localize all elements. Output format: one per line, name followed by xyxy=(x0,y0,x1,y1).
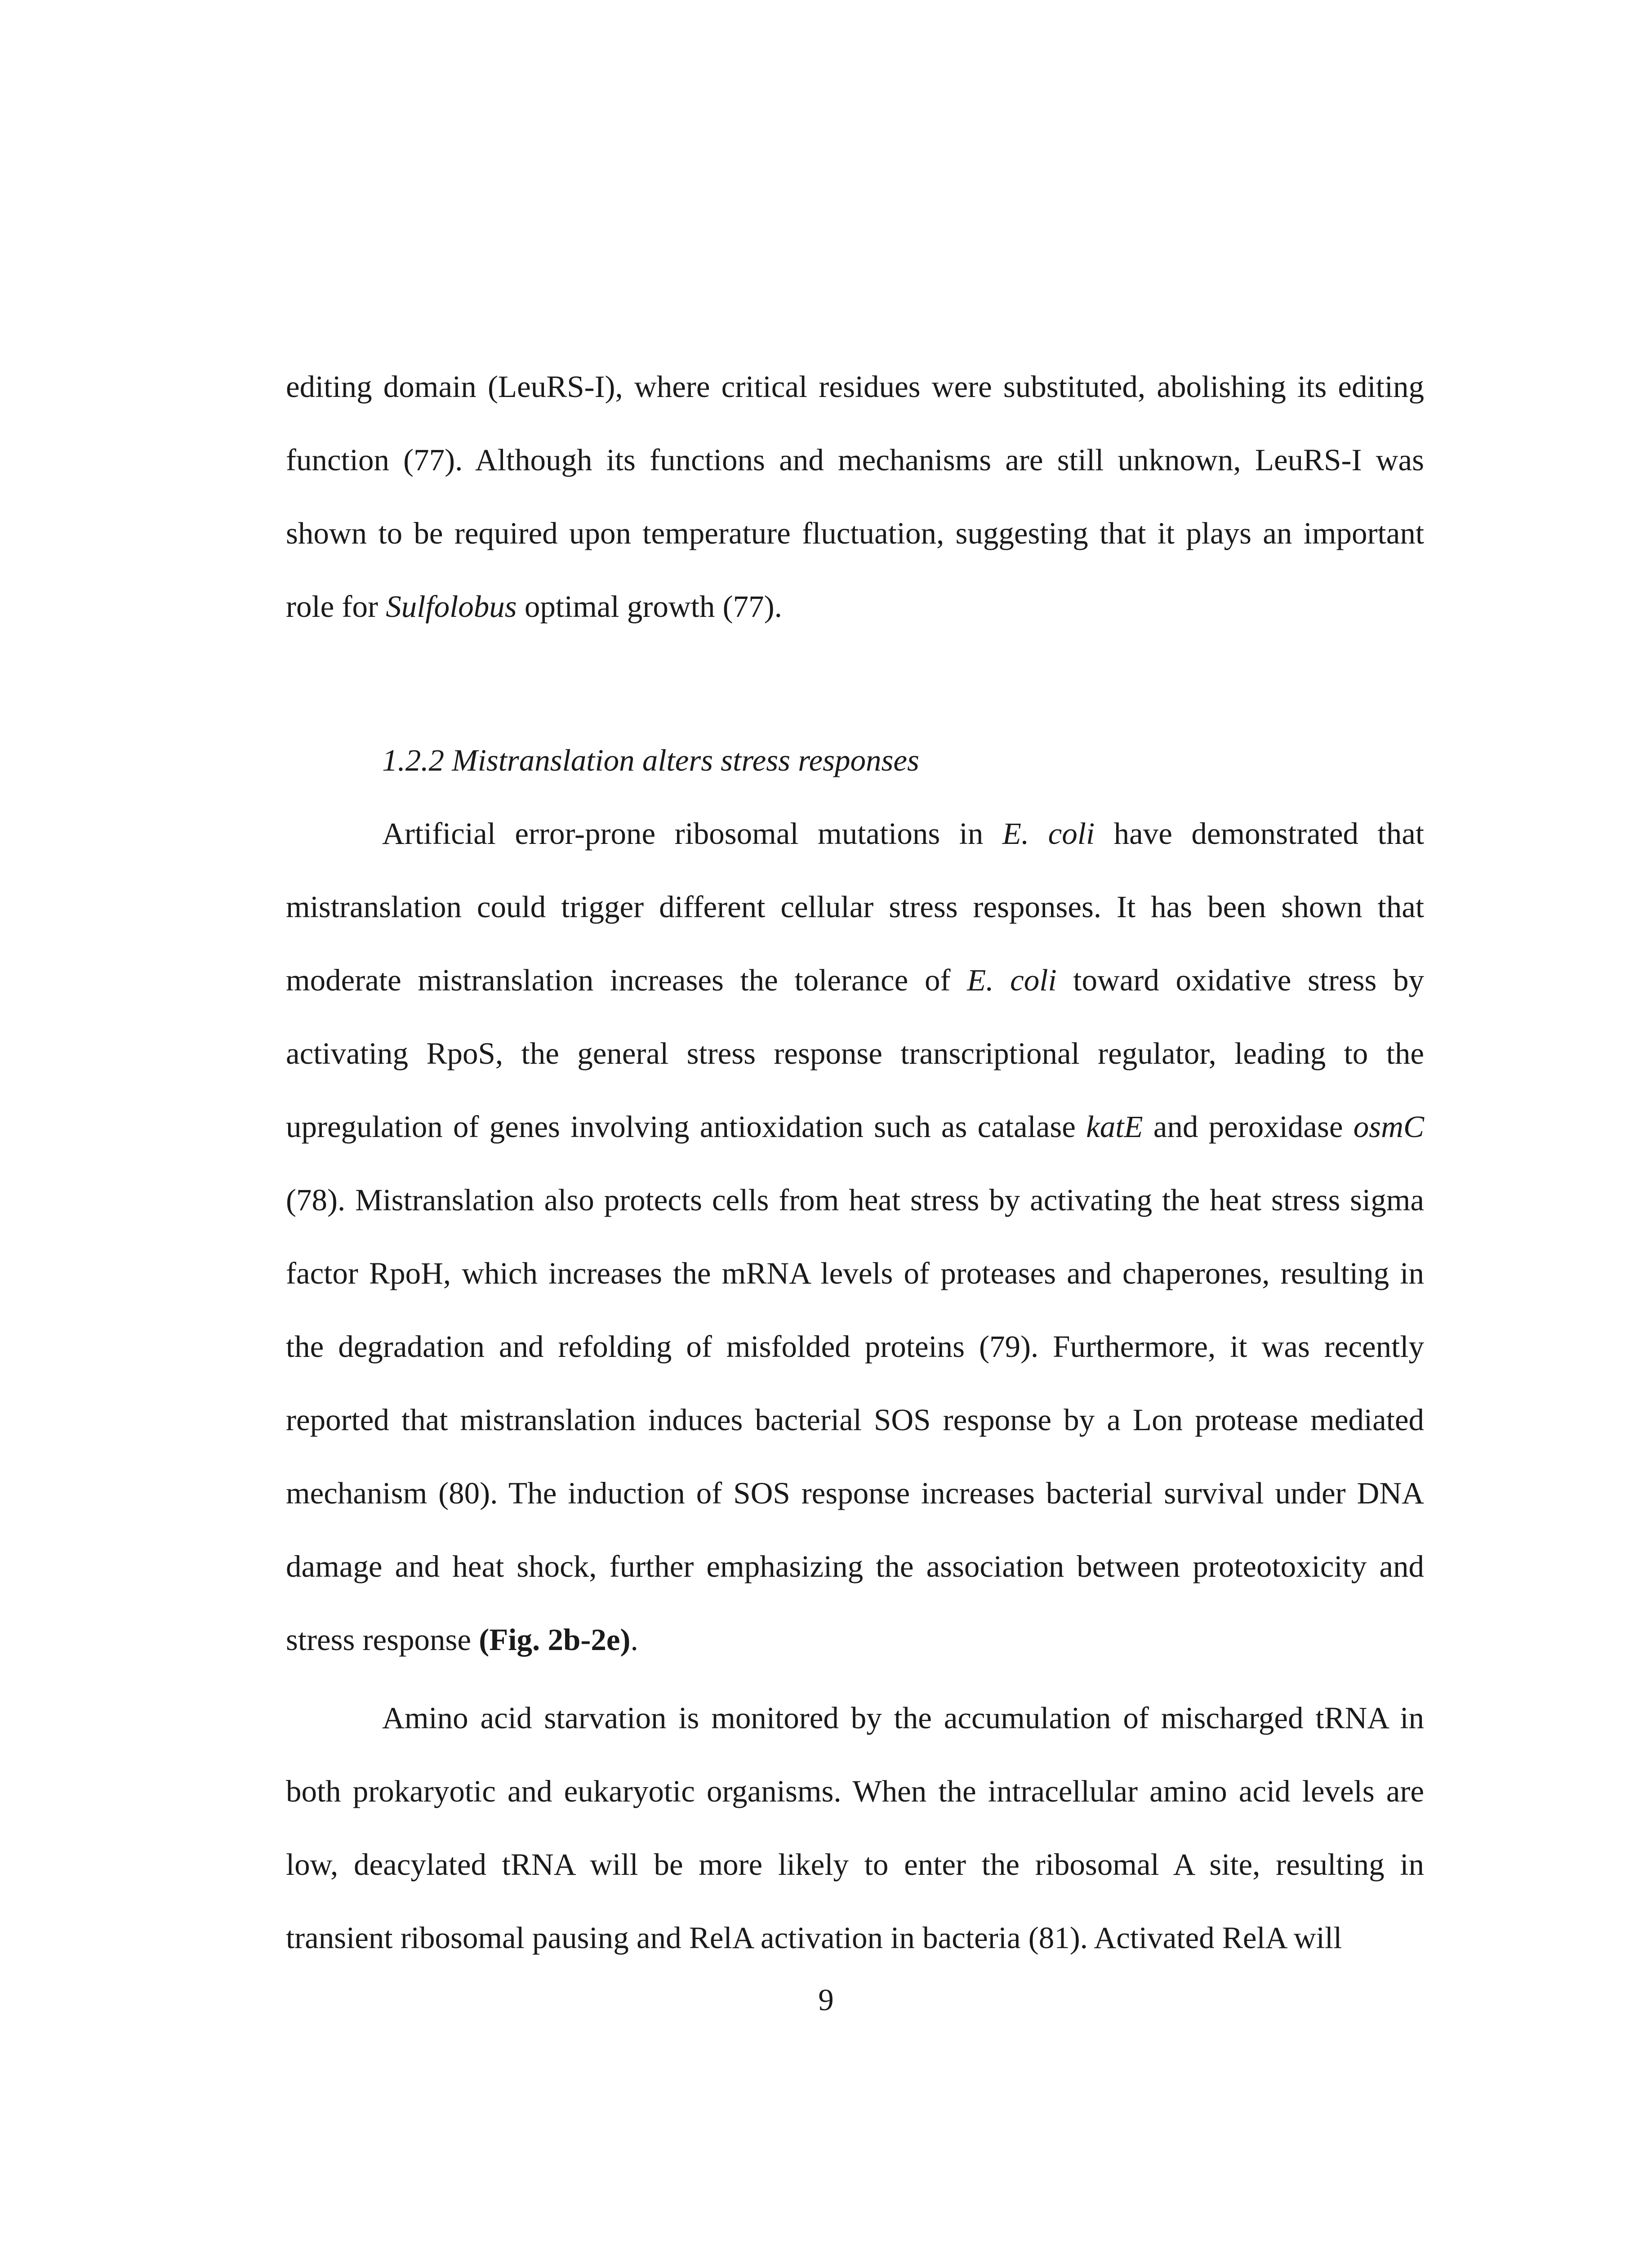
italic-term: osmC xyxy=(1353,1110,1424,1144)
paragraph-text: . xyxy=(630,1623,638,1657)
paragraph-text: editing domain (LeuRS-I), where critical residues were substituted, abolishing its editing function (77). Although its functions and mechanisms are still unknown, LeuRS-I was shown to be required upon temperature fluctuation, suggesting that it plays an important role for xyxy=(286,370,1424,624)
paragraph: Amino acid starvation is monitored by the accumulation of mischarged tRNA in both prokaryotic and eukaryotic organisms. When the intracellular amino acid levels are low, deacylated tRNA will be more likely to enter the ribosomal A site, resulting in transient ribosomal pausing and RelA activation in bacteria (81). Activated RelA will xyxy=(286,1701,1424,1955)
paragraph-text: (78). Mistranslation also protects cells from heat stress by activating the heat stress sigma factor RpoH, which increases the mRNA levels of proteases and chaperones, resulting in the degradation and refolding of misfolded proteins (79). Furthermore, it was recently reported that mistranslation induces bacterial SOS response by a Lon protease mediated mechanism (80). The induction of SOS response increases bacterial survival under DNA damage and heat shock, further emphasizing the association between proteotoxicity and stress response xyxy=(286,1183,1424,1657)
paragraph-continued xyxy=(286,350,1424,643)
section-heading: 1.2.2 Mistranslation alters stress responses xyxy=(382,743,919,777)
paragraph-text: toward oxidative stress by activating RpoS, the general stress response transcriptional regulator, leading to the upregulation of genes involving antioxidation such as catalase xyxy=(286,963,1424,1144)
italic-term: E. coli xyxy=(1002,816,1095,851)
page-number: 9 xyxy=(818,1983,834,2017)
italic-term: E. coli xyxy=(967,963,1057,997)
italic-term: Sulfolobus xyxy=(386,589,517,624)
paragraph-text: Artificial error-prone ribosomal mutations in xyxy=(382,816,1002,851)
paragraph-text: optimal growth (77). xyxy=(517,589,782,624)
paragraph-spacer xyxy=(286,1677,1424,1682)
body-text-top xyxy=(286,350,1424,643)
figure-reference: (Fig. 2b-2e) xyxy=(479,1623,631,1657)
body-text-section xyxy=(286,724,1424,1975)
paragraph xyxy=(286,797,1424,1677)
paragraph-text: have demonstrated that mistranslation could trigger different cellular stress responses. It has been shown that moderate mistranslation increases the tolerance of xyxy=(286,816,1424,997)
italic-term: katE xyxy=(1086,1110,1143,1144)
paragraph-text: and peroxidase xyxy=(1143,1110,1354,1144)
